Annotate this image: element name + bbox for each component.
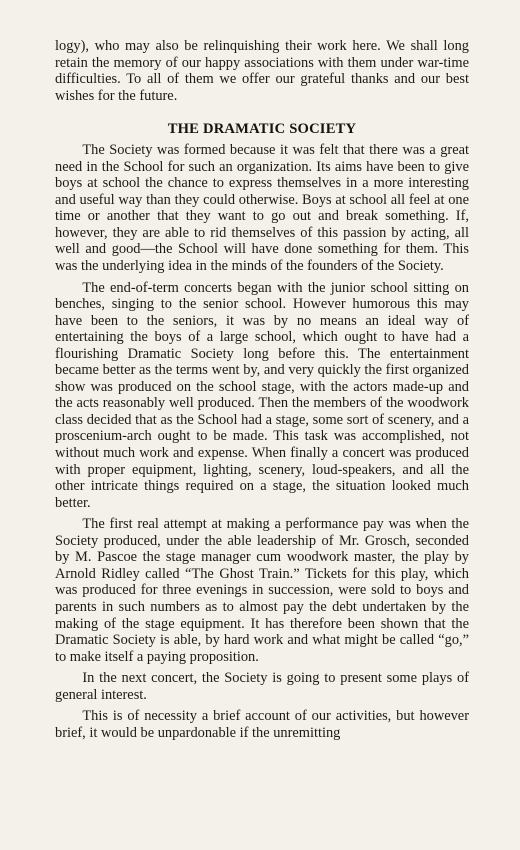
paragraph-brief-account: This is of necessity a brief account of our activities, but however brief, it would be unpardonable if the unremitting	[55, 708, 469, 741]
section-heading: THE DRAMATIC SOCIETY	[167, 121, 357, 138]
intro-paragraph: logy), who may also be relinquishing their work here. We shall long retain the memory of our happy associations with them under war-time difficulties. To all of them we offer our grateful thanks and our best wishes for the future.	[55, 38, 469, 104]
paragraph-next-concert: In the next concert, the Society is going to present some plays of general interest.	[55, 670, 469, 703]
paragraph-concerts: The end-of-term concerts began with the junior school sitting on benches, singing to the senior school. However humorous this may have been to the seniors, it was by no means an ideal way of entertaining the boys of a large school, which ought to have had a flourishing Dramatic Society long before this. The entertainment became better as the terms went by, and very quickly the first organized show was produced on the school stage, with the actors made-up and the acts reasonably well produced. Then the members of the woodwork class decided that as the School had a stage, some sort of scenery, and a proscenium-arch ought to be made. This task was accomplished, not without much work and expense. When finally a concert was produced with proper equipment, lighting, scenery, loud-speakers, and all the other intricate things required on a stage, the situation looked much better.	[55, 279, 469, 511]
page-body	[55, 38, 469, 741]
paragraph-ghost-train: The first real attempt at making a performance pay was when the Society produced, under the able leadership of Mr. Grosch, seconded by M. Pascoe the stage manager cum woodwork master, the play by Arnold Ridley called “The Ghost Train.” Tickets for this play, which was produced for three evenings in succession, were sold to boys and parents in such numbers as to almost pay the debt undertaken by the making of the stage equipment. It has therefore been shown that the Dramatic Society is able, by hard work and what might be called “go,” to make itself a paying proposition.	[55, 516, 469, 665]
paragraph-formation: The Society was formed because it was felt that there was a great need in the School for such an organization. Its aims have been to give boys at school the chance to express themselves in a more interesting and useful way than they could otherwise. Boys at school all feel at one time or another that they want to go out and break something. If, however, they are able to rid themselves of this passion by acting, all well and good—the School will have done something for them. This was the underlying idea in the minds of the founders of the Society.	[55, 142, 469, 275]
